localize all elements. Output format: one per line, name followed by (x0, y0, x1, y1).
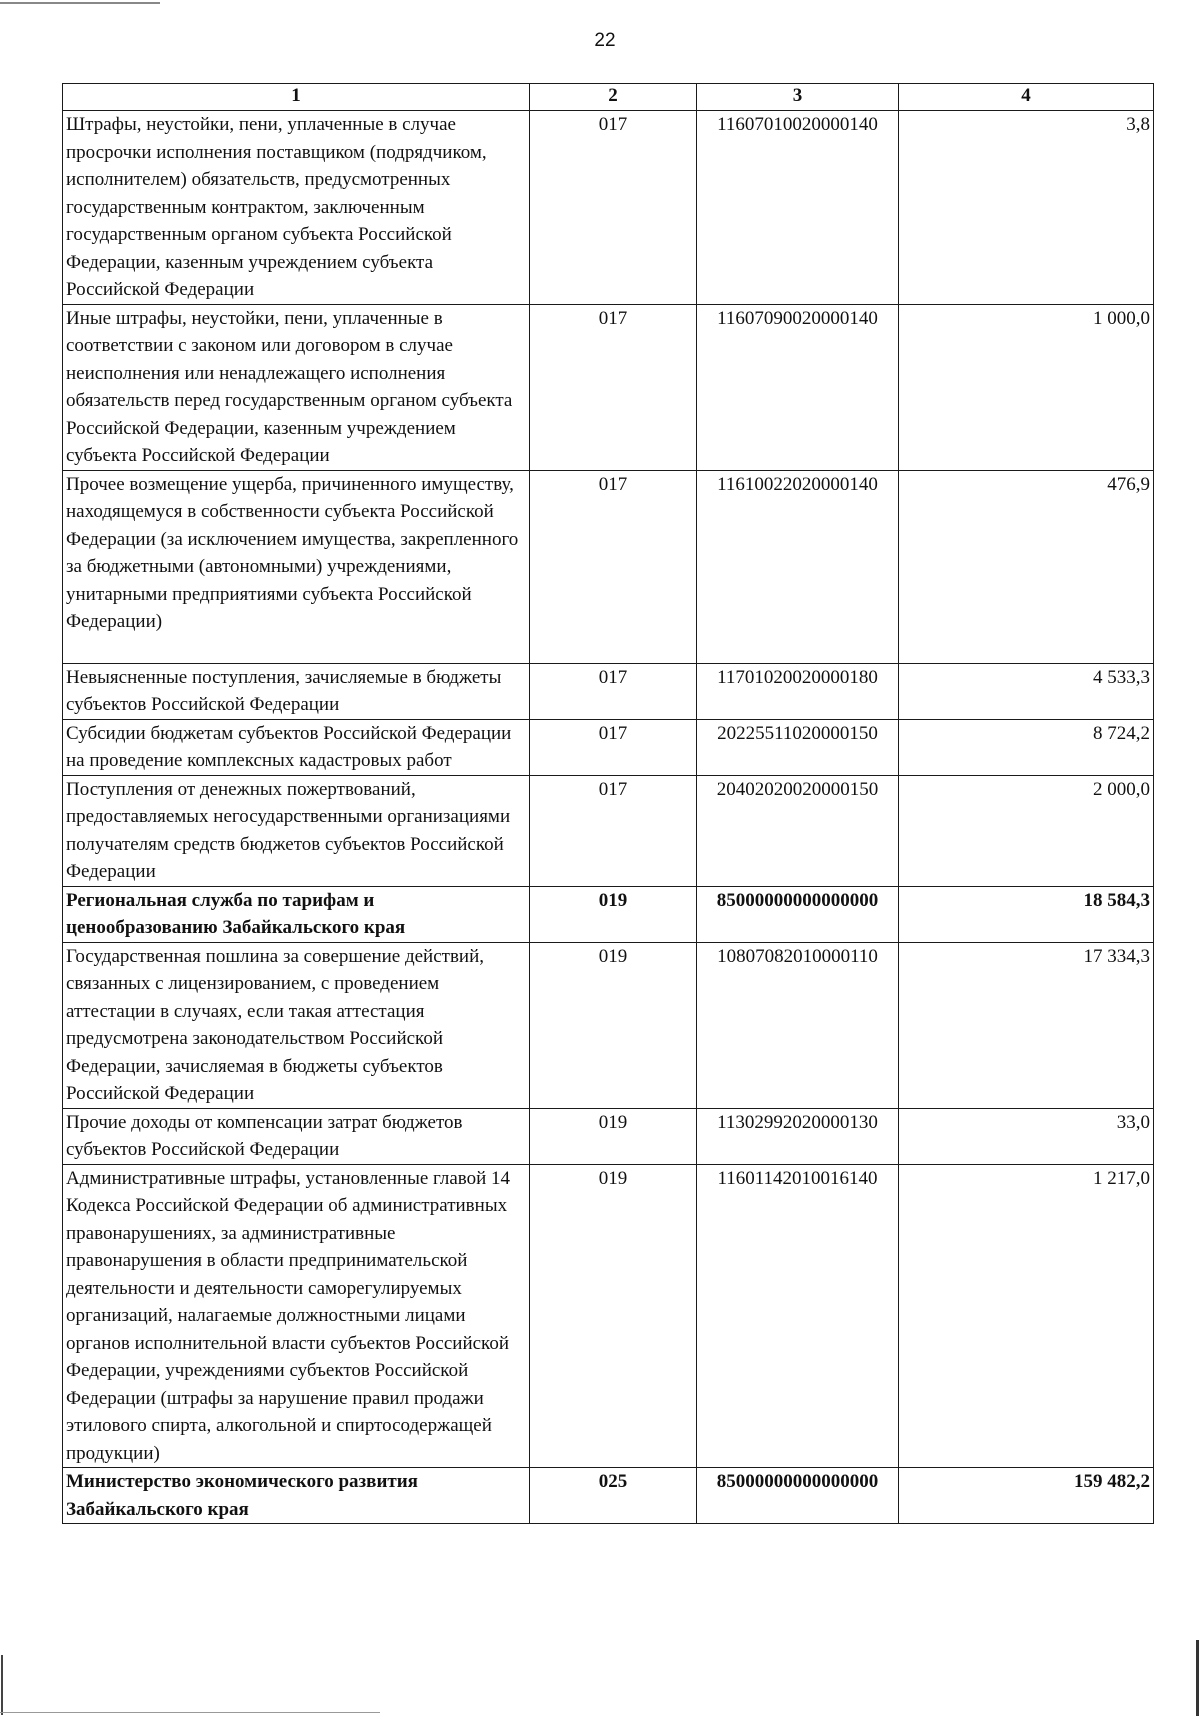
admin-code-cell: 025 (530, 1468, 697, 1524)
budget-classification-code-cell: 85000000000000000 (697, 886, 899, 942)
column-header-4: 4 (899, 84, 1154, 111)
scan-edge-mark-bottom (0, 1712, 380, 1713)
income-name-cell: Региональная служба по тарифам и ценообразованию Забайкальского края (63, 886, 530, 942)
admin-code-cell: 019 (530, 1164, 697, 1468)
amount-cell: 4 533,3 (899, 663, 1154, 719)
amount-cell: 8 724,2 (899, 719, 1154, 775)
amount-cell: 476,9 (899, 470, 1154, 663)
income-name-cell: Государственная пошлина за совершение действий, связанных с лицензированием, с проведением аттестации в случаях, если такая аттестация предусмотрена законодательством Российской Федерации, зачисляемая в бюджеты субъектов Российской Федерации (63, 942, 530, 1108)
income-name-cell: Субсидии бюджетам субъектов Российской Федерации на проведение комплексных кадастровых работ (63, 719, 530, 775)
amount-cell: 18 584,3 (899, 886, 1154, 942)
scan-edge-mark-right (1196, 1640, 1199, 1716)
budget-classification-code-cell: 11607010020000140 (697, 111, 899, 305)
table-row-department (63, 1468, 1154, 1524)
admin-code-cell: 017 (530, 775, 697, 886)
budget-classification-code-cell: 20402020020000150 (697, 775, 899, 886)
amount-cell: 3,8 (899, 111, 1154, 305)
income-name-cell: Штрафы, неустойки, пени, уплаченные в случае просрочки исполнения поставщиком (подрядчиком, исполнителем) обязательств, предусмотренных государственным контрактом, заключенным государственным органом субъекта Российской Федерации, казенным учреждением субъекта Российской Федерации (63, 111, 530, 305)
income-name-cell: Министерство экономического развития Забайкальского края (63, 1468, 530, 1524)
scan-edge-mark-top (0, 2, 160, 4)
income-name-cell: Невыясненные поступления, зачисляемые в бюджеты субъектов Российской Федерации (63, 663, 530, 719)
revenue-table (62, 83, 1154, 1524)
column-header-2: 2 (530, 84, 697, 111)
amount-cell: 33,0 (899, 1108, 1154, 1164)
budget-classification-code-cell: 10807082010000110 (697, 942, 899, 1108)
scan-edge-mark-left (1, 1655, 3, 1715)
page-number: 22 (594, 30, 616, 51)
admin-code-cell: 017 (530, 663, 697, 719)
table-row (63, 775, 1154, 886)
amount-cell: 17 334,3 (899, 942, 1154, 1108)
admin-code-cell: 017 (530, 719, 697, 775)
column-header-1: 1 (63, 84, 530, 111)
admin-code-cell: 017 (530, 304, 697, 470)
admin-code-cell: 019 (530, 886, 697, 942)
income-name-cell: Административные штрафы, установленные главой 14 Кодекса Российской Федерации об административных правонарушениях, за административные правонарушения в области предпринимательской деятельности и деятельности саморегулируемых организаций, налагаемые должностными лицами органов исполнительной власти субъектов Российской Федерации, учреждениями субъектов Российской Федерации (штрафы за нарушение правил продажи этилового спирта, алкогольной и спиртосодержащей продукции) (63, 1164, 530, 1468)
table-header-row (63, 84, 1154, 111)
amount-cell: 1 217,0 (899, 1164, 1154, 1468)
admin-code-cell: 019 (530, 942, 697, 1108)
amount-cell: 1 000,0 (899, 304, 1154, 470)
table-row (63, 1164, 1154, 1468)
column-header-3: 3 (697, 84, 899, 111)
income-name-cell: Прочие доходы от компенсации затрат бюджетов субъектов Российской Федерации (63, 1108, 530, 1164)
table-row (63, 719, 1154, 775)
admin-code-cell: 019 (530, 1108, 697, 1164)
budget-classification-code-cell: 11607090020000140 (697, 304, 899, 470)
admin-code-cell: 017 (530, 111, 697, 305)
budget-classification-code-cell: 20225511020000150 (697, 719, 899, 775)
income-name-cell: Поступления от денежных пожертвований, предоставляемых негосударственными организациями получателям средств бюджетов субъектов Российской Федерации (63, 775, 530, 886)
admin-code-cell: 017 (530, 470, 697, 663)
table-row-department (63, 886, 1154, 942)
budget-classification-code-cell: 11701020020000180 (697, 663, 899, 719)
amount-cell: 2 000,0 (899, 775, 1154, 886)
budget-classification-code-cell: 11610022020000140 (697, 470, 899, 663)
table-row (63, 304, 1154, 470)
income-name-cell: Прочее возмещение ущерба, причиненного имуществу, находящемуся в собственности субъекта Российской Федерации (за исключением имущества, закрепленного за бюджетными (автономными) учреждениями, унитарными предприятиями субъекта Российской Федерации) (63, 470, 530, 663)
table-body (63, 111, 1154, 1524)
amount-cell: 159 482,2 (899, 1468, 1154, 1524)
budget-classification-code-cell: 85000000000000000 (697, 1468, 899, 1524)
table-row (63, 942, 1154, 1108)
table-row (63, 1108, 1154, 1164)
table-row (63, 663, 1154, 719)
income-name-cell: Иные штрафы, неустойки, пени, уплаченные в соответствии с законом или договором в случае неисполнения или ненадлежащего исполнения обязательств перед государственным органом субъекта Российской Федерации, казенным учреждением субъекта Российской Федерации (63, 304, 530, 470)
table-row (63, 111, 1154, 305)
budget-classification-code-cell: 11302992020000130 (697, 1108, 899, 1164)
table-row (63, 470, 1154, 663)
budget-classification-code-cell: 11601142010016140 (697, 1164, 899, 1468)
